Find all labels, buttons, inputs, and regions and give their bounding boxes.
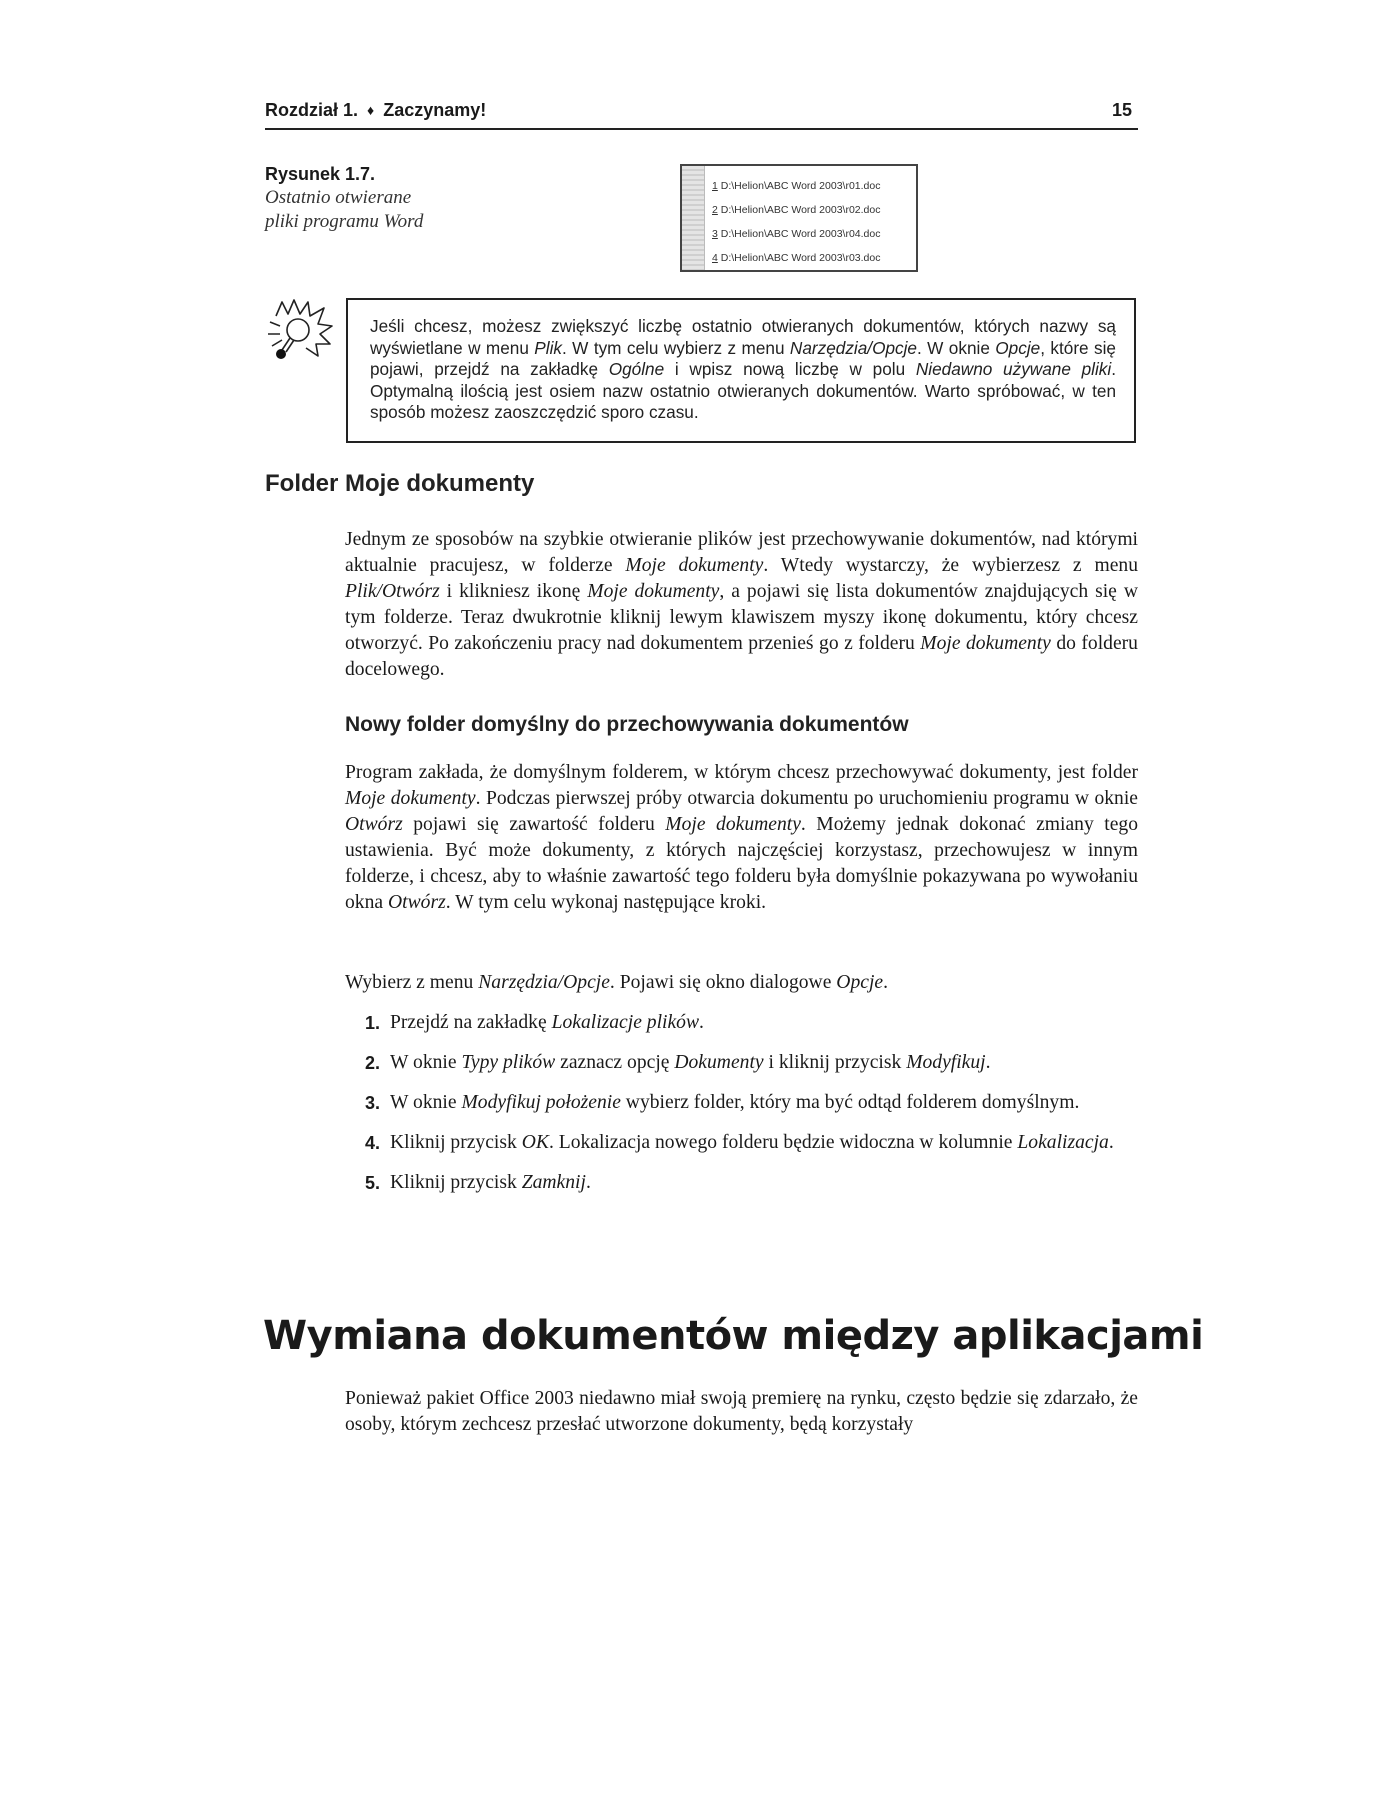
- chapter-title: Rozdział 1. ♦ Zaczynamy!: [265, 100, 487, 120]
- body-paragraph: Ponieważ pakiet Office 2003 niedawno miał swoją premierę na rynku, często będzie się zdarzało, że osoby, którym zechcesz przesłać utworzone dokumenty, będą korzystały: [345, 1388, 1138, 1435]
- body-paragraph: Program zakłada, że domyślnym folderem, w którym chcesz przechowywać dokumenty, jest folder Moje dokumenty. Podczas pierwszej próby otwarcia dokumentu po uruchomieniu programu w oknie Otwórz pojawi się zawartość folderu Moje dokumenty. Możemy jednak dokonać zmiany tego ustawienia. Być może dokumenty, z których najczęściej korzystasz, przechowujesz w innym folderze, i chcesz, aby to właśnie zawartość tego folderu była domyślnie pokazywana po wywołaniu okna Otwórz. W tym celu wykonaj następujące kroki.: [345, 762, 1138, 913]
- diamond-icon: ♦: [367, 102, 375, 118]
- section-heading: Folder Moje dokumenty: [265, 470, 535, 497]
- body-paragraph: Jednym ze sposobów na szybkie otwieranie plików jest przechowywanie dokumentów, nad którymi aktualnie pracujesz, w folderze Moje dokumenty. Wtedy wystarczy, że wybierzesz z menu Plik/Otwórz i klikniesz ikonę Moje dokumenty, a pojawi się lista dokumentów znajdujących się w tym folderze. Teraz dwukrotnie kliknij lewym klawiszem myszy ikonę dokumentu, który chcesz otworzyć. Po zakończeniu pracy nad dokumentem przenieś go z folderu Moje dokumenty do folderu docelowego.: [345, 529, 1139, 680]
- subsection-heading: Nowy folder domyślny do przechowywania dokumentów: [345, 713, 909, 736]
- list-item: 5. Kliknij przycisk Zamknij.: [365, 1172, 591, 1193]
- recent-file-item[interactable]: 2 D:\Helion\ABC Word 2003\r02.doc: [712, 204, 881, 216]
- list-item: 1. Przejdź na zakładkę Lokalizacje plików.: [365, 1012, 704, 1033]
- steps-list: [345, 1010, 1138, 1210]
- recent-files-menu-screenshot: [680, 164, 918, 272]
- lightbulb-icon: [262, 298, 334, 370]
- chapter-section-heading: Wymiana dokumentów między aplikacjami: [263, 1313, 1204, 1359]
- recent-file-item[interactable]: 1 D:\Helion\ABC Word 2003\r01.doc: [712, 180, 881, 192]
- tip-box: Jeśli chcesz, możesz zwiększyć liczbę ostatnio otwieranych dokumentów, których nazwy są wyświetlane w menu Plik. W tym celu wybierz z menu Narzędzia/Opcje. W oknie Opcje, które się pojawi, przejdź na zakładkę Ogólne i wpisz nową liczbę w polu Niedawno używane pliki. Optymalną ilością jest osiem nazw ostatnio otwieranych dokumentów. Warto spróbować, w ten sposób możesz zaoszczędzić sporo czasu.: [346, 298, 1136, 443]
- list-item: 2. W oknie Typy plików zaznacz opcję Dokumenty i kliknij przycisk Modyfikuj.: [365, 1052, 991, 1073]
- page-number: 15: [1111, 100, 1132, 120]
- recent-file-item[interactable]: 3 D:\Helion\ABC Word 2003\r04.doc: [712, 228, 881, 240]
- figure-caption: [265, 164, 515, 234]
- running-header: [265, 98, 1138, 130]
- figure-caption-text: Ostatnio otwierane pliki programu Word: [265, 187, 424, 232]
- list-item: 4. Kliknij przycisk OK. Lokalizacja nowego folderu będzie widoczna w kolumnie Lokalizacja.: [365, 1132, 1114, 1153]
- recent-file-item[interactable]: 4 D:\Helion\ABC Word 2003\r03.doc: [712, 252, 881, 264]
- menu-sidebar-strip: [682, 166, 705, 270]
- figure-number: Rysunek 1.7.: [265, 164, 376, 184]
- list-item: 3. W oknie Modyfikuj położenie wybierz folder, który ma być odtąd folderem domyślnym.: [365, 1092, 1080, 1113]
- body-paragraph: Wybierz z menu Narzędzia/Opcje. Pojawi się okno dialogowe Opcje.: [345, 972, 888, 993]
